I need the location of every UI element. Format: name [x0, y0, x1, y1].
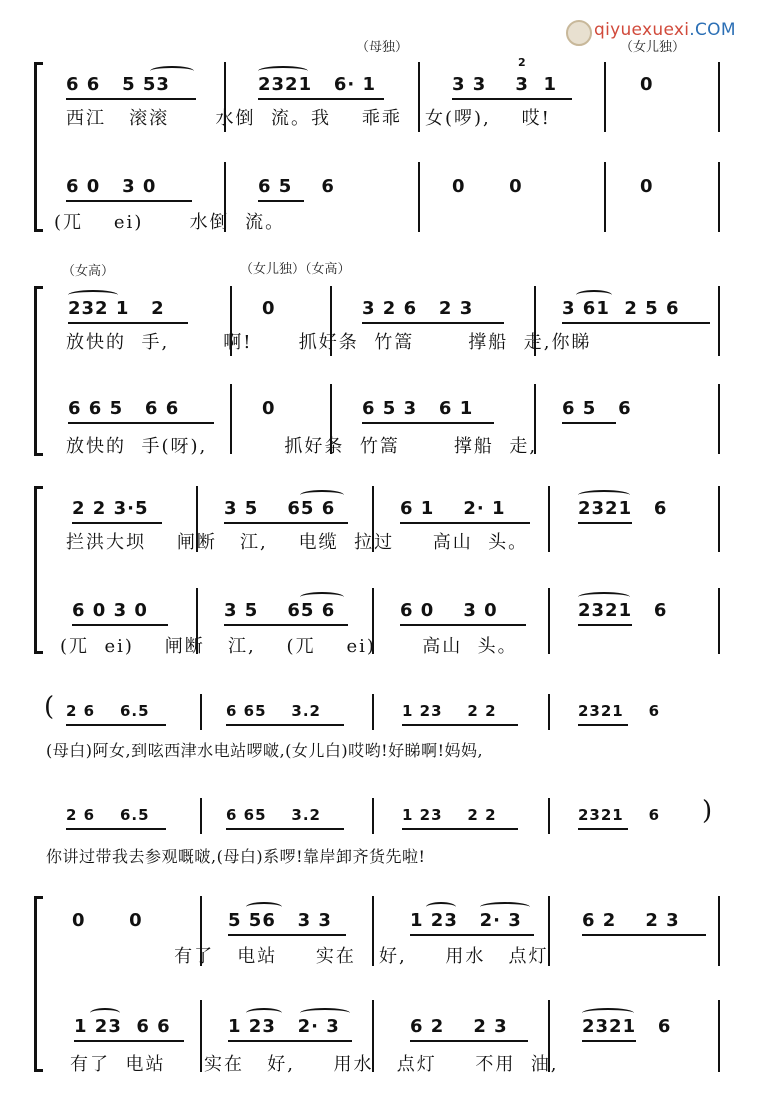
beam-underline	[578, 828, 628, 830]
system-brace	[34, 486, 37, 654]
beam-underline	[582, 1040, 636, 1042]
upper-notes-measure: 1 23 2· 3	[410, 910, 522, 931]
slur	[300, 592, 344, 602]
bar-line	[548, 798, 550, 834]
lower-notes-measure: 0	[262, 398, 276, 419]
direction-daughter-solo-female-high: （女儿独）（女高）	[240, 262, 351, 277]
beam-underline	[410, 1040, 528, 1042]
beam-underline	[402, 724, 518, 726]
bar-line	[718, 62, 720, 132]
slur	[576, 290, 612, 300]
lower-lyrics: (兀 ei) 闸断 江, (兀 ei) 高山 头。	[60, 636, 518, 657]
upper-notes-measure: 3 3 3 1	[452, 74, 557, 95]
slur	[426, 902, 456, 912]
lower-notes-measure: 1 23 6 6	[74, 1016, 171, 1037]
bar-line	[548, 694, 550, 730]
direction-female-high: （女高）	[62, 264, 115, 279]
beam-underline	[452, 98, 572, 100]
system-brace	[34, 286, 37, 456]
lower-lyrics: 放快的 手(呀), 抓好条 竹篙 撑船 走,	[66, 436, 538, 457]
watermark-logo-icon	[566, 20, 592, 46]
slur	[246, 902, 282, 912]
slur	[300, 1008, 350, 1018]
bar-line	[718, 162, 720, 232]
upper-notes-measure: 2321 6	[578, 498, 668, 519]
lower-notes-measure: 2321 6	[578, 600, 668, 621]
beam-underline	[578, 724, 628, 726]
beam-underline	[224, 624, 348, 626]
bar-line	[372, 694, 374, 730]
beam-underline	[228, 934, 346, 936]
upper-notes-measure: 6 1 2· 1	[400, 498, 506, 519]
upper-notes-measure: 0	[640, 74, 654, 95]
bar-line	[718, 486, 720, 552]
bar-line	[548, 588, 550, 654]
beam-underline	[402, 828, 518, 830]
beam-underline	[362, 422, 494, 424]
lower-notes-measure: 0	[640, 176, 654, 197]
beam-underline	[224, 522, 348, 524]
beam-underline	[74, 1040, 184, 1042]
bar-line	[718, 588, 720, 654]
upper-lyrics: 放快的 手, 啊! 抓好条 竹篙 撑船 走,你睇	[66, 332, 592, 353]
beam-underline	[258, 98, 384, 100]
upper-notes-measure: 6 2 2 3	[582, 910, 680, 931]
instrumental-notes: 1 23 2 2	[402, 806, 497, 824]
bar-line	[200, 694, 202, 730]
instrumental-notes: 2 6 6.5	[66, 702, 150, 720]
beam-underline	[228, 1040, 352, 1042]
upper-lyrics: 拦洪大坝 闸断 江, 电缆 拉过 高山 头。	[66, 532, 529, 553]
lower-notes-measure: 6 5 6	[258, 176, 335, 197]
instrumental-notes: 6 65 3.2	[226, 702, 321, 720]
upper-notes-measure: 3 61 2 5 6	[562, 298, 680, 319]
bar-line	[718, 286, 720, 356]
slur	[300, 490, 344, 500]
beam-underline	[66, 200, 192, 202]
beam-underline	[258, 200, 304, 202]
bar-line	[548, 486, 550, 552]
beam-underline	[68, 422, 214, 424]
slur	[578, 490, 630, 500]
instrumental-notes: 6 65 3.2	[226, 806, 321, 824]
spoken-dialogue-line: 你讲过带我去参观嘅啵,(母白)系啰!靠岸卸齐货先啦!	[46, 847, 426, 866]
beam-underline	[400, 624, 526, 626]
beam-underline	[562, 422, 616, 424]
lower-notes-measure: 6 0 3 0	[400, 600, 498, 621]
slur	[246, 1008, 282, 1018]
grace-note: 2	[518, 56, 526, 69]
beam-underline	[226, 724, 344, 726]
instrumental-notes: 2321 6	[578, 806, 661, 824]
beam-underline	[582, 934, 706, 936]
lower-lyrics: (兀 ei) 水倒 流。	[54, 212, 286, 233]
beam-underline	[72, 522, 162, 524]
close-parenthesis: )	[702, 796, 713, 826]
lower-notes-measure: 6 0 3 0	[66, 176, 157, 197]
slur	[90, 1008, 120, 1018]
upper-notes-measure: 232 1 2	[68, 298, 165, 319]
lower-notes-measure: 6 5 3 6 1	[362, 398, 474, 419]
instrumental-notes: 1 23 2 2	[402, 702, 497, 720]
slur	[480, 902, 530, 912]
lower-notes-measure: 6 2 2 3	[410, 1016, 508, 1037]
beam-underline	[578, 522, 632, 524]
beam-underline	[400, 522, 530, 524]
bar-line	[718, 896, 720, 966]
lower-notes-measure: 2321 6	[582, 1016, 672, 1037]
upper-notes-measure: 3 5 65 6	[224, 498, 336, 519]
beam-underline	[66, 98, 196, 100]
beam-underline	[562, 322, 710, 324]
beam-underline	[66, 828, 166, 830]
slur	[68, 290, 118, 300]
upper-notes-measure: 2321 6· 1	[258, 74, 377, 95]
bar-line	[718, 1000, 720, 1072]
instrumental-notes: 2321 6	[578, 702, 661, 720]
beam-underline	[226, 828, 344, 830]
upper-notes-measure: 0 0	[72, 910, 143, 931]
open-parenthesis: (	[44, 692, 55, 722]
direction-daughter-solo: （女儿独）	[620, 40, 686, 55]
bar-line	[604, 62, 606, 132]
instrumental-notes: 2 6 6.5	[66, 806, 150, 824]
bar-line	[418, 162, 420, 232]
slur	[578, 592, 630, 602]
upper-lyrics: 有了 电站 实在 好, 用水 点灯	[66, 946, 549, 967]
beam-underline	[66, 724, 166, 726]
bar-line	[604, 162, 606, 232]
upper-notes-measure: 5 56 3 3	[228, 910, 332, 931]
beam-underline	[362, 322, 504, 324]
upper-notes-measure: 0	[262, 298, 276, 319]
upper-notes-measure: 6 6 5 53	[66, 74, 170, 95]
beam-underline	[578, 624, 632, 626]
beam-underline	[68, 322, 188, 324]
lower-notes-measure: 3 5 65 6	[224, 600, 336, 621]
watermark-text: qiyuexuexi.COM	[594, 20, 736, 40]
system-brace	[34, 896, 37, 1072]
upper-notes-measure: 3 2 6 2 3	[362, 298, 474, 319]
slur	[150, 66, 194, 76]
bar-line	[200, 798, 202, 834]
bar-line	[718, 384, 720, 454]
upper-notes-measure: 2 2 3·5	[72, 498, 149, 519]
spoken-dialogue-line: (母白)阿女,到呟西津水电站啰啵,(女儿白)哎哟!好睇啊!妈妈,	[46, 741, 484, 760]
beam-underline	[72, 624, 168, 626]
direction-mother-solo: （母独）	[356, 40, 409, 55]
lower-notes-measure: 6 0 3 0	[72, 600, 148, 621]
slur	[582, 1008, 634, 1018]
lower-notes-measure: 6 5 6	[562, 398, 632, 419]
beam-underline	[410, 934, 534, 936]
lower-notes-measure: 6 6 5 6 6	[68, 398, 180, 419]
bar-line	[372, 798, 374, 834]
lower-lyrics: 有了 电站 实在 好, 用水 点灯 不用 油,	[70, 1054, 559, 1075]
upper-lyrics: 西江 滚滚 水倒 流。我 乖乖 女(啰), 哎!	[66, 108, 551, 129]
lower-notes-measure: 1 23 2· 3	[228, 1016, 340, 1037]
system-brace	[34, 62, 37, 232]
lower-notes-measure: 0 0	[452, 176, 523, 197]
slur	[258, 66, 308, 76]
